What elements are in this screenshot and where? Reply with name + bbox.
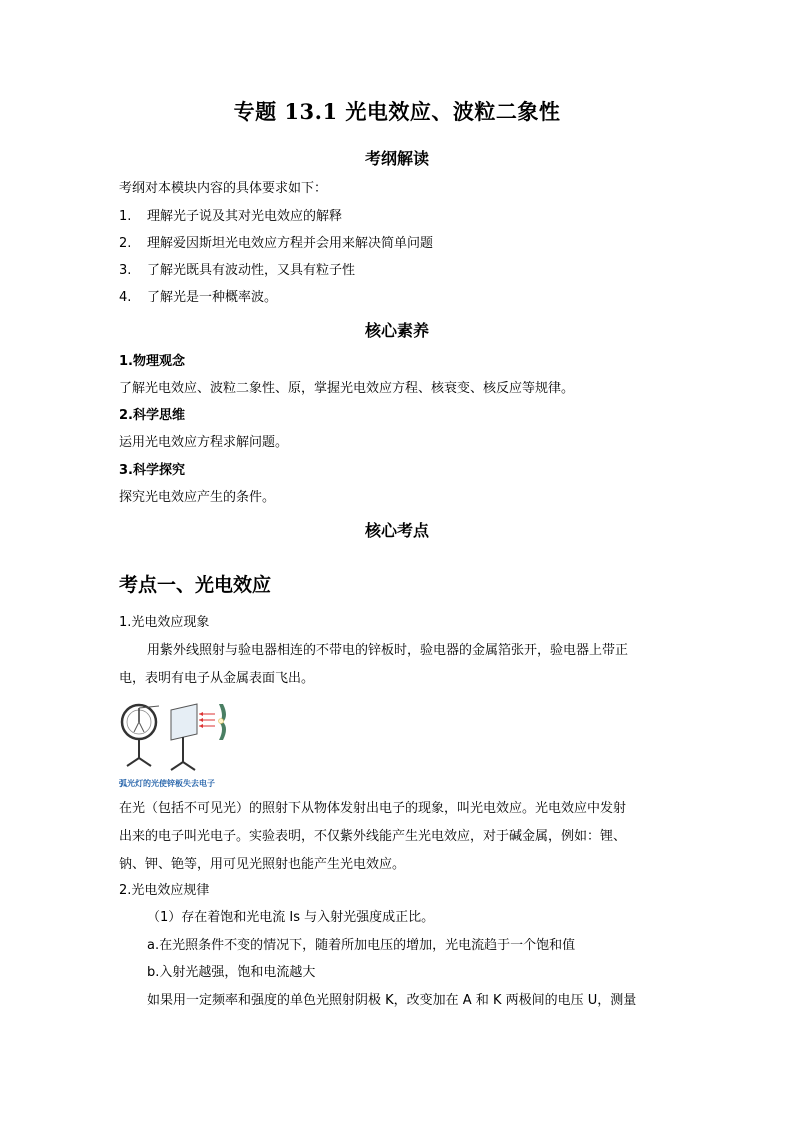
paragraph-2-line-3: 钠、钾、铯等，用可见光照射也能产生光电效应。 <box>119 857 406 872</box>
literacy-text-2: 运用光电效应方程求解问题。 <box>119 435 289 450</box>
literacy-label-1: 1.物理观念 <box>119 354 185 369</box>
page-title: 专题 13.1 光电效应、波粒二象性 <box>233 99 561 124</box>
outline-item-number: 1. <box>119 209 132 224</box>
literacy-text-1: 了解光电效应、波粒二象性、原，掌握光电效应方程、核衰变、核反应等规律。 <box>119 381 575 396</box>
literacy-label-2: 2.科学思维 <box>119 408 185 423</box>
keypoints-heading: 核心考点 <box>364 521 429 540</box>
outline-intro: 考纲对本模块内容的具体要求如下： <box>119 181 328 196</box>
outline-item-text: 理解光子说及其对光电效应的解释 <box>147 209 343 224</box>
sub-heading-1: 1.光电效应现象 <box>119 615 210 630</box>
law-1: （1）存在着饱和光电流 Is 与入射光强度成正比。 <box>147 910 435 925</box>
literacy-text-3: 探究光电效应产生的条件。 <box>119 490 276 505</box>
electroscope-illustration <box>119 700 239 778</box>
literacy-label-3: 3.科学探究 <box>119 463 185 478</box>
outline-item-text: 了解光是一种概率波。 <box>147 290 278 305</box>
outline-item-1 <box>119 208 342 226</box>
point1-title: 考点一、光电效应 <box>119 574 272 596</box>
outline-item-2 <box>119 235 433 253</box>
outline-item-text: 了解光既具有波动性，又具有粒子性 <box>147 263 356 278</box>
outline-item-3 <box>119 262 355 280</box>
law-1a: a.在光照条件不变的情况下，随着所加电压的增加，光电流趋于一个饱和值 <box>147 938 576 953</box>
paragraph-1-line-2: 电，表明有电子从金属表面飞出。 <box>119 671 315 686</box>
sub-heading-2: 2.光电效应规律 <box>119 883 210 898</box>
literacy-heading: 核心素养 <box>364 321 429 340</box>
paragraph-1-line-1: 用紫外线照射与验电器相连的不带电的锌板时，验电器的金属箔张开，验电器上带正 <box>147 643 629 658</box>
law-1b: b.入射光越强，饱和电流越大 <box>147 965 316 980</box>
outline-item-text: 理解爱因斯坦光电效应方程并会用来解决简单问题 <box>147 236 434 251</box>
outline-item-4 <box>119 289 277 307</box>
electroscope-figure <box>119 700 239 795</box>
outline-item-number: 3. <box>119 263 132 278</box>
outline-item-number: 4. <box>119 290 132 305</box>
outline-heading: 考纲解读 <box>364 149 429 168</box>
outline-item-number: 2. <box>119 236 132 251</box>
paragraph-2-line-2: 出来的电子叫光电子。实验表明，不仅紫外线能产生光电效应，对于碱金属，例如：锂、 <box>119 829 627 844</box>
paragraph-3: 如果用一定频率和强度的单色光照射阴极 K，改变加在 A 和 K 两极间的电压 U，测量 <box>147 993 637 1008</box>
figure-caption: 弧光灯的光使锌板失去电子 <box>119 779 215 788</box>
paragraph-2-line-1: 在光（包括不可见光）的照射下从物体发射出电子的现象，叫光电效应。光电效应中发射 <box>119 801 627 816</box>
